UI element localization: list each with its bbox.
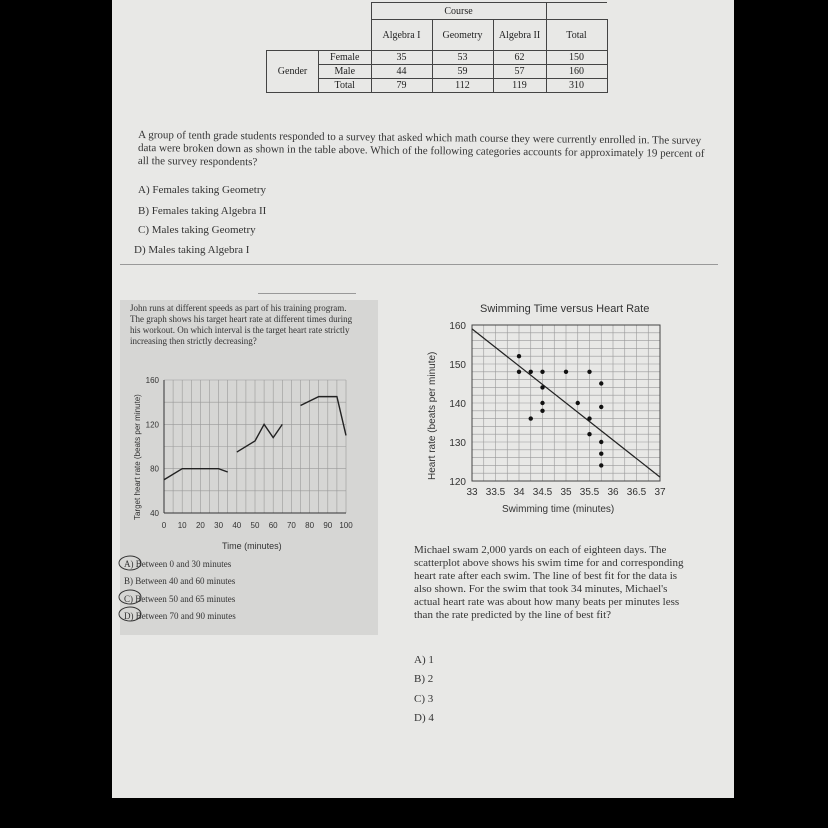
heart-rate-segment — [164, 469, 228, 480]
table-cell: 53 — [432, 51, 493, 65]
x-tick-label: 30 — [214, 521, 224, 530]
question2-text: John runs at different speeds as part of his training program. The graph shows his target heart rate at different times during his workout. On which interval is the target heart rate strictly increasing then strictly decreasing? — [130, 303, 353, 346]
question3-choice[interactable]: D) 4 — [414, 712, 434, 724]
data-point — [599, 452, 603, 456]
x-axis-label: Time (minutes) — [222, 541, 282, 551]
data-point — [587, 370, 591, 374]
data-point — [540, 370, 544, 374]
y-tick-label: 160 — [145, 376, 159, 385]
swim-scatterplot — [420, 295, 690, 520]
data-point — [564, 370, 568, 374]
pencil-circle-marks — [116, 553, 156, 628]
x-tick-label: 20 — [195, 521, 205, 530]
y-tick-label: 150 — [449, 360, 466, 371]
bottom-black-strip — [0, 798, 828, 828]
table-cell: 62 — [493, 51, 546, 65]
row-label: Total — [319, 79, 372, 93]
table-cell: 35 — [371, 51, 432, 65]
y-tick-label: 120 — [145, 420, 159, 430]
x-tick-label: 70 — [286, 521, 296, 530]
data-point — [599, 440, 603, 444]
heart-rate-segment — [237, 424, 282, 452]
x-tick-label: 33 — [466, 487, 478, 498]
question2-choice[interactable]: D) Between 70 and 90 minutes — [124, 611, 236, 621]
table-cell: 59 — [432, 65, 493, 79]
table-cell: 310 — [546, 79, 607, 93]
x-tick-label: 36 — [607, 487, 619, 498]
question3-choice[interactable]: A) 1 — [414, 654, 434, 666]
y-axis-label: Target heart rate (beats per minute) — [133, 394, 142, 520]
x-tick-label: 37 — [654, 487, 666, 498]
data-point — [599, 463, 603, 467]
section-divider — [258, 293, 356, 294]
column-header: Total — [546, 20, 607, 51]
x-tick-label: 36.5 — [626, 487, 647, 498]
data-point — [587, 416, 591, 420]
y-tick-label: 80 — [150, 464, 159, 474]
gender-header: Gender — [267, 51, 319, 93]
question1-choice[interactable]: A) Females taking Geometry — [138, 184, 266, 196]
question2-choice[interactable]: A) Between 0 and 30 minutes — [124, 559, 232, 569]
data-point — [540, 385, 544, 389]
x-tick-label: 35.5 — [579, 487, 600, 498]
x-tick-label: 40 — [232, 521, 242, 530]
table-cell: 150 — [546, 51, 607, 65]
x-tick-label: 50 — [250, 521, 260, 530]
question3-choice[interactable]: B) 2 — [414, 673, 434, 685]
x-tick-label: 0 — [161, 521, 167, 530]
question1-choice[interactable]: B) Females taking Algebra II — [138, 205, 267, 217]
x-axis-label: Swimming time (minutes) — [502, 504, 615, 515]
pencil-circle — [119, 556, 141, 570]
data-point — [540, 401, 544, 405]
x-tick-label: 10 — [177, 521, 187, 530]
course-header: Course — [371, 3, 546, 20]
table-cell: 79 — [371, 79, 432, 93]
question1-choice[interactable]: D) Males taking Algebra I — [134, 244, 250, 256]
column-header: Algebra II — [493, 20, 546, 51]
y-tick-label: 140 — [449, 399, 466, 410]
y-axis-label: Heart rate (beats per minute) — [427, 351, 438, 480]
data-point — [540, 409, 544, 413]
table-cell: 57 — [493, 65, 546, 79]
table-cell: 160 — [546, 65, 607, 79]
x-tick-label: 80 — [305, 521, 315, 530]
heart-rate-line-graph — [124, 370, 374, 555]
question2-choice[interactable]: B) Between 40 and 60 minutes — [124, 576, 236, 586]
survey-table — [266, 2, 608, 93]
table-cell: 112 — [432, 79, 493, 93]
table-cell: 44 — [371, 65, 432, 79]
chart-title: Swimming Time versus Heart Rate — [480, 303, 650, 315]
x-tick-label: 34.5 — [532, 487, 553, 498]
x-tick-label: 35 — [560, 487, 572, 498]
row-label: Female — [319, 51, 372, 65]
y-tick-label: 40 — [150, 509, 159, 518]
data-point — [599, 405, 603, 409]
x-tick-label: 33.5 — [485, 487, 506, 498]
question3-choice[interactable]: C) 3 — [414, 693, 434, 705]
data-point — [529, 416, 533, 420]
pencil-circle — [119, 590, 141, 604]
data-point — [529, 370, 533, 374]
x-tick-label: 100 — [339, 521, 353, 530]
pencil-circle — [119, 607, 141, 621]
x-tick-label: 90 — [323, 521, 333, 530]
question2-choice[interactable]: C) Between 50 and 65 minutes — [124, 594, 236, 604]
data-point — [599, 381, 603, 385]
question3-text: Michael swam 2,000 yards on each of eighteen days. The scatterplot above shows his swim time for and corresponding heart rate after each swim. The line of best fit for the data is also shown. For the swim that took 34 minutes, Michael's actual heart rate was about how many beats per minutes less than the rate predicted by the line of best fit? — [414, 544, 684, 621]
question1-text: A group of tenth grade students responded to a survey that asked which math course they were currently enrolled in. The survey data were broken down as shown in the table above. Which of the following categories accounts for approximately 19 percent of all the survey respondents? — [137, 129, 705, 169]
data-point — [517, 370, 521, 374]
x-tick-label: 60 — [268, 521, 278, 530]
y-tick-label: 120 — [449, 477, 466, 488]
column-header: Geometry — [432, 20, 493, 51]
question1-choice[interactable]: C) Males taking Geometry — [138, 224, 256, 236]
row-label: Male — [319, 65, 372, 79]
x-tick-label: 34 — [513, 487, 525, 498]
data-point — [517, 354, 521, 358]
column-header: Algebra I — [371, 20, 432, 51]
data-point — [587, 432, 591, 436]
table-cell: 119 — [493, 79, 546, 93]
y-tick-label: 130 — [449, 438, 466, 449]
y-tick-label: 160 — [449, 321, 466, 332]
data-point — [576, 401, 580, 405]
section-divider — [120, 264, 718, 265]
